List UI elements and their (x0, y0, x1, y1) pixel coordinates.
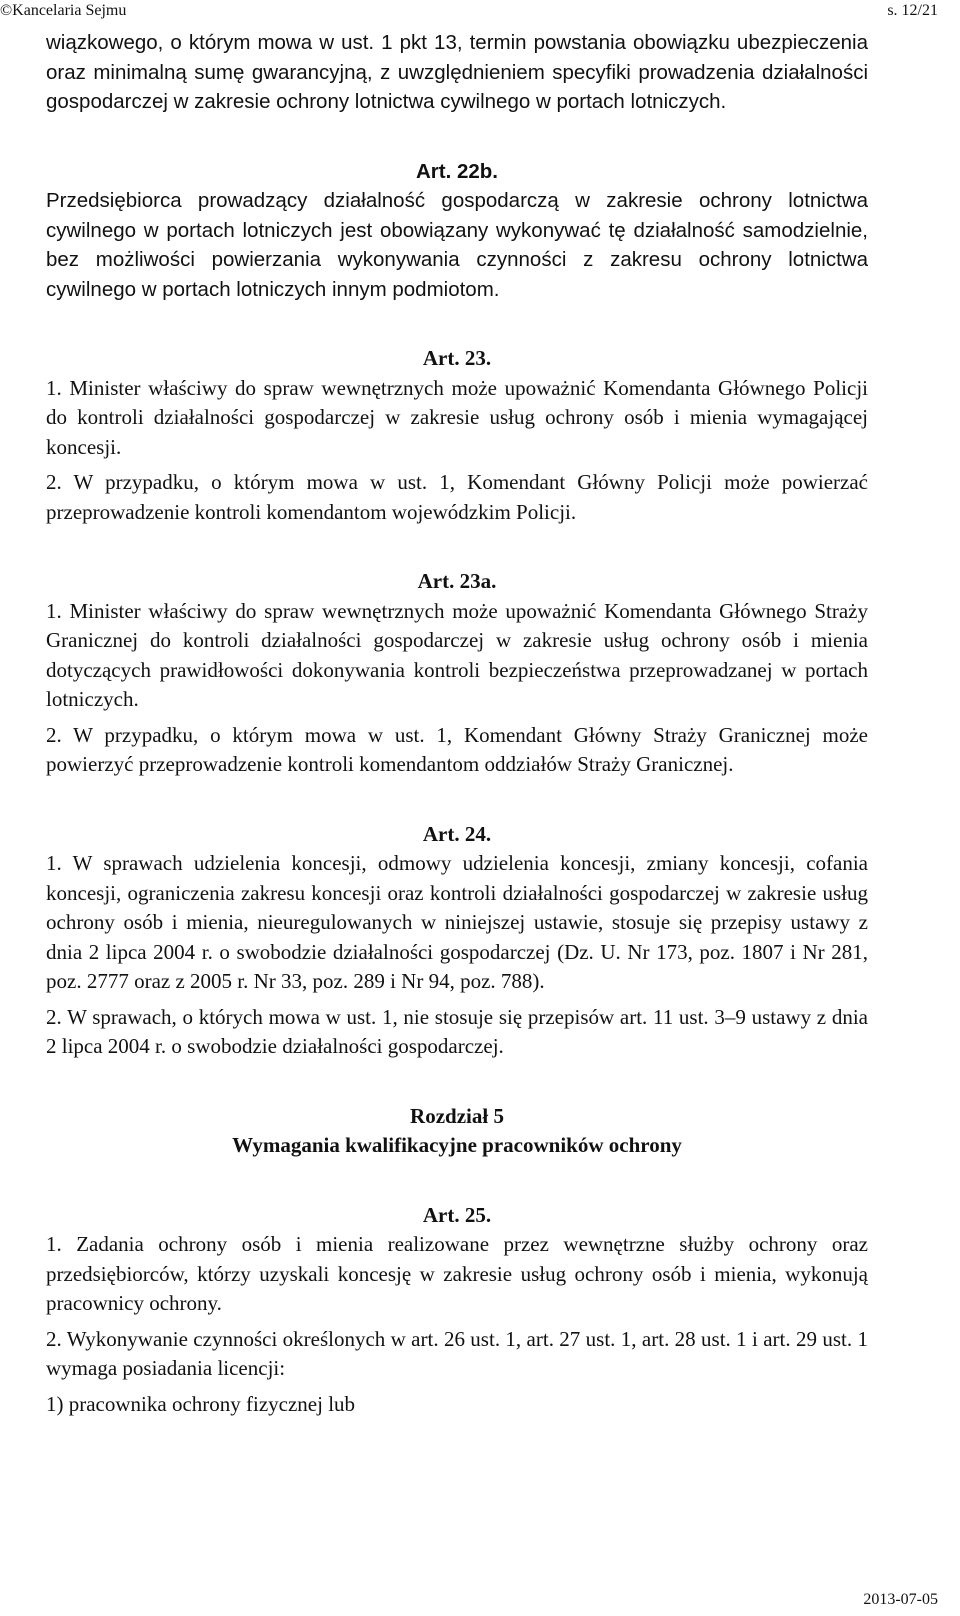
intro-paragraph: wiązkowego, o którym mowa w ust. 1 pkt 13, termin powstania obowiązku ubezpieczenia oraz minimalną sumę gwarancyjną, z uwzględnieniem specyfiki prowadzenia działalności gospodarczej w zakresie ochrony lotnictwa cywilnego w portach lotniczych. (46, 31, 868, 113)
footer-date: 2013-07-05 (863, 1591, 938, 1608)
art-23-paragraph-1: 1. Minister właściwy do spraw wewnętrznych może upoważnić Komendanta Głównego Policji do kontroli działalności gospodarczej w zakresie usług ochrony osób i mienia wymagającej koncesji. (46, 375, 868, 459)
chapter-number: Rozdział 5 (410, 1103, 504, 1128)
art-25-paragraph-2: 2. Wykonywanie czynności określonych w art. 26 ust. 1, art. 27 ust. 1, art. 28 ust. 1 i art. 29 ust. 1 wymaga posiadania licencji: (46, 1326, 868, 1380)
art-24-title: Art. 24. (422, 821, 492, 846)
document-body (46, 28, 868, 1419)
art-23a-paragraph-1: 1. Minister właściwy do spraw wewnętrznych może upoważnić Komendanta Głównego Straży Granicznej do kontroli działalności gospodarczej w zakresie usług ochrony osób i mienia dotyczących prawidłowości dokonywania kontroli bezpieczeństwa przeprowadzanej w portach lotniczych. (46, 598, 868, 711)
art-23-title: Art. 23. (422, 346, 492, 370)
art-25-title: Art. 25. (422, 1202, 492, 1227)
chapter-title: Wymagania kwalifikacyjne pracowników ochrony (232, 1133, 682, 1157)
art-22b-title: Art. 22b. (415, 159, 499, 183)
art-24-paragraph-1: 1. W sprawach udzielenia koncesji, odmowy udzielenia koncesji, zmiany koncesji, cofania koncesji, ograniczenia zakresu koncesji oraz kontroli działalności gospodarczej w zakresie usług ochrony osób i mienia, nieuregulowanych w niniejszej ustawie, stosuje się przepisy ustawy z dnia 2 lipca 2004 r. o swobodzie działalności gospodarczej (Dz. U. Nr 173, poz. 1807 i Nr 281, poz. 2777 oraz z 2005 r. Nr 33, poz. 289 i Nr 94, poz. 788). (46, 851, 868, 993)
art-25-list-item-1: 1) pracownika ochrony fizycznej lub (46, 1391, 356, 1416)
art-24-paragraph-2: 2. W sprawach, o których mowa w ust. 1, nie stosuje się przepisów art. 11 ust. 3–9 ustawy z dnia 2 lipca 2004 r. o swobodzie działalności gospodarczej. (46, 1004, 868, 1058)
art-23a-paragraph-2: 2. W przypadku, o którym mowa w ust. 1, Komendant Główny Straży Granicznej może powierzyć przeprowadzenie kontroli komendantom oddziałów Straży Granicznej. (46, 722, 868, 776)
art-23a-title: Art. 23a. (417, 569, 497, 593)
art-22b-text: Przedsiębiorca prowadzący działalność gospodarczą w zakresie ochrony lotnictwa cywilnego w portach lotniczych jest obowiązany wykonywać tę działalność samodzielnie, bez możliwości powierzania wykonywania czynności z zakresu ochrony lotnictwa cywilnego w portach lotniczych innym podmiotom. (46, 189, 868, 301)
art-23-paragraph-2: 2. W przypadku, o którym mowa w ust. 1, Komendant Główny Policji może powierzać przeprowadzenie kontroli komendantom wojewódzkim Policji. (46, 470, 868, 524)
art-25-paragraph-1: 1. Zadania ochrony osób i mienia realizowane przez wewnętrzne służby ochrony oraz przedsiębiorców, którzy uzyskali koncesję w zakresie usług ochrony osób i mienia, wykonują pracownicy ochrony. (46, 1232, 868, 1315)
header-page-number: s. 12/21 (887, 2, 938, 19)
header-copyright: ©Kancelaria Sejmu (0, 2, 127, 19)
